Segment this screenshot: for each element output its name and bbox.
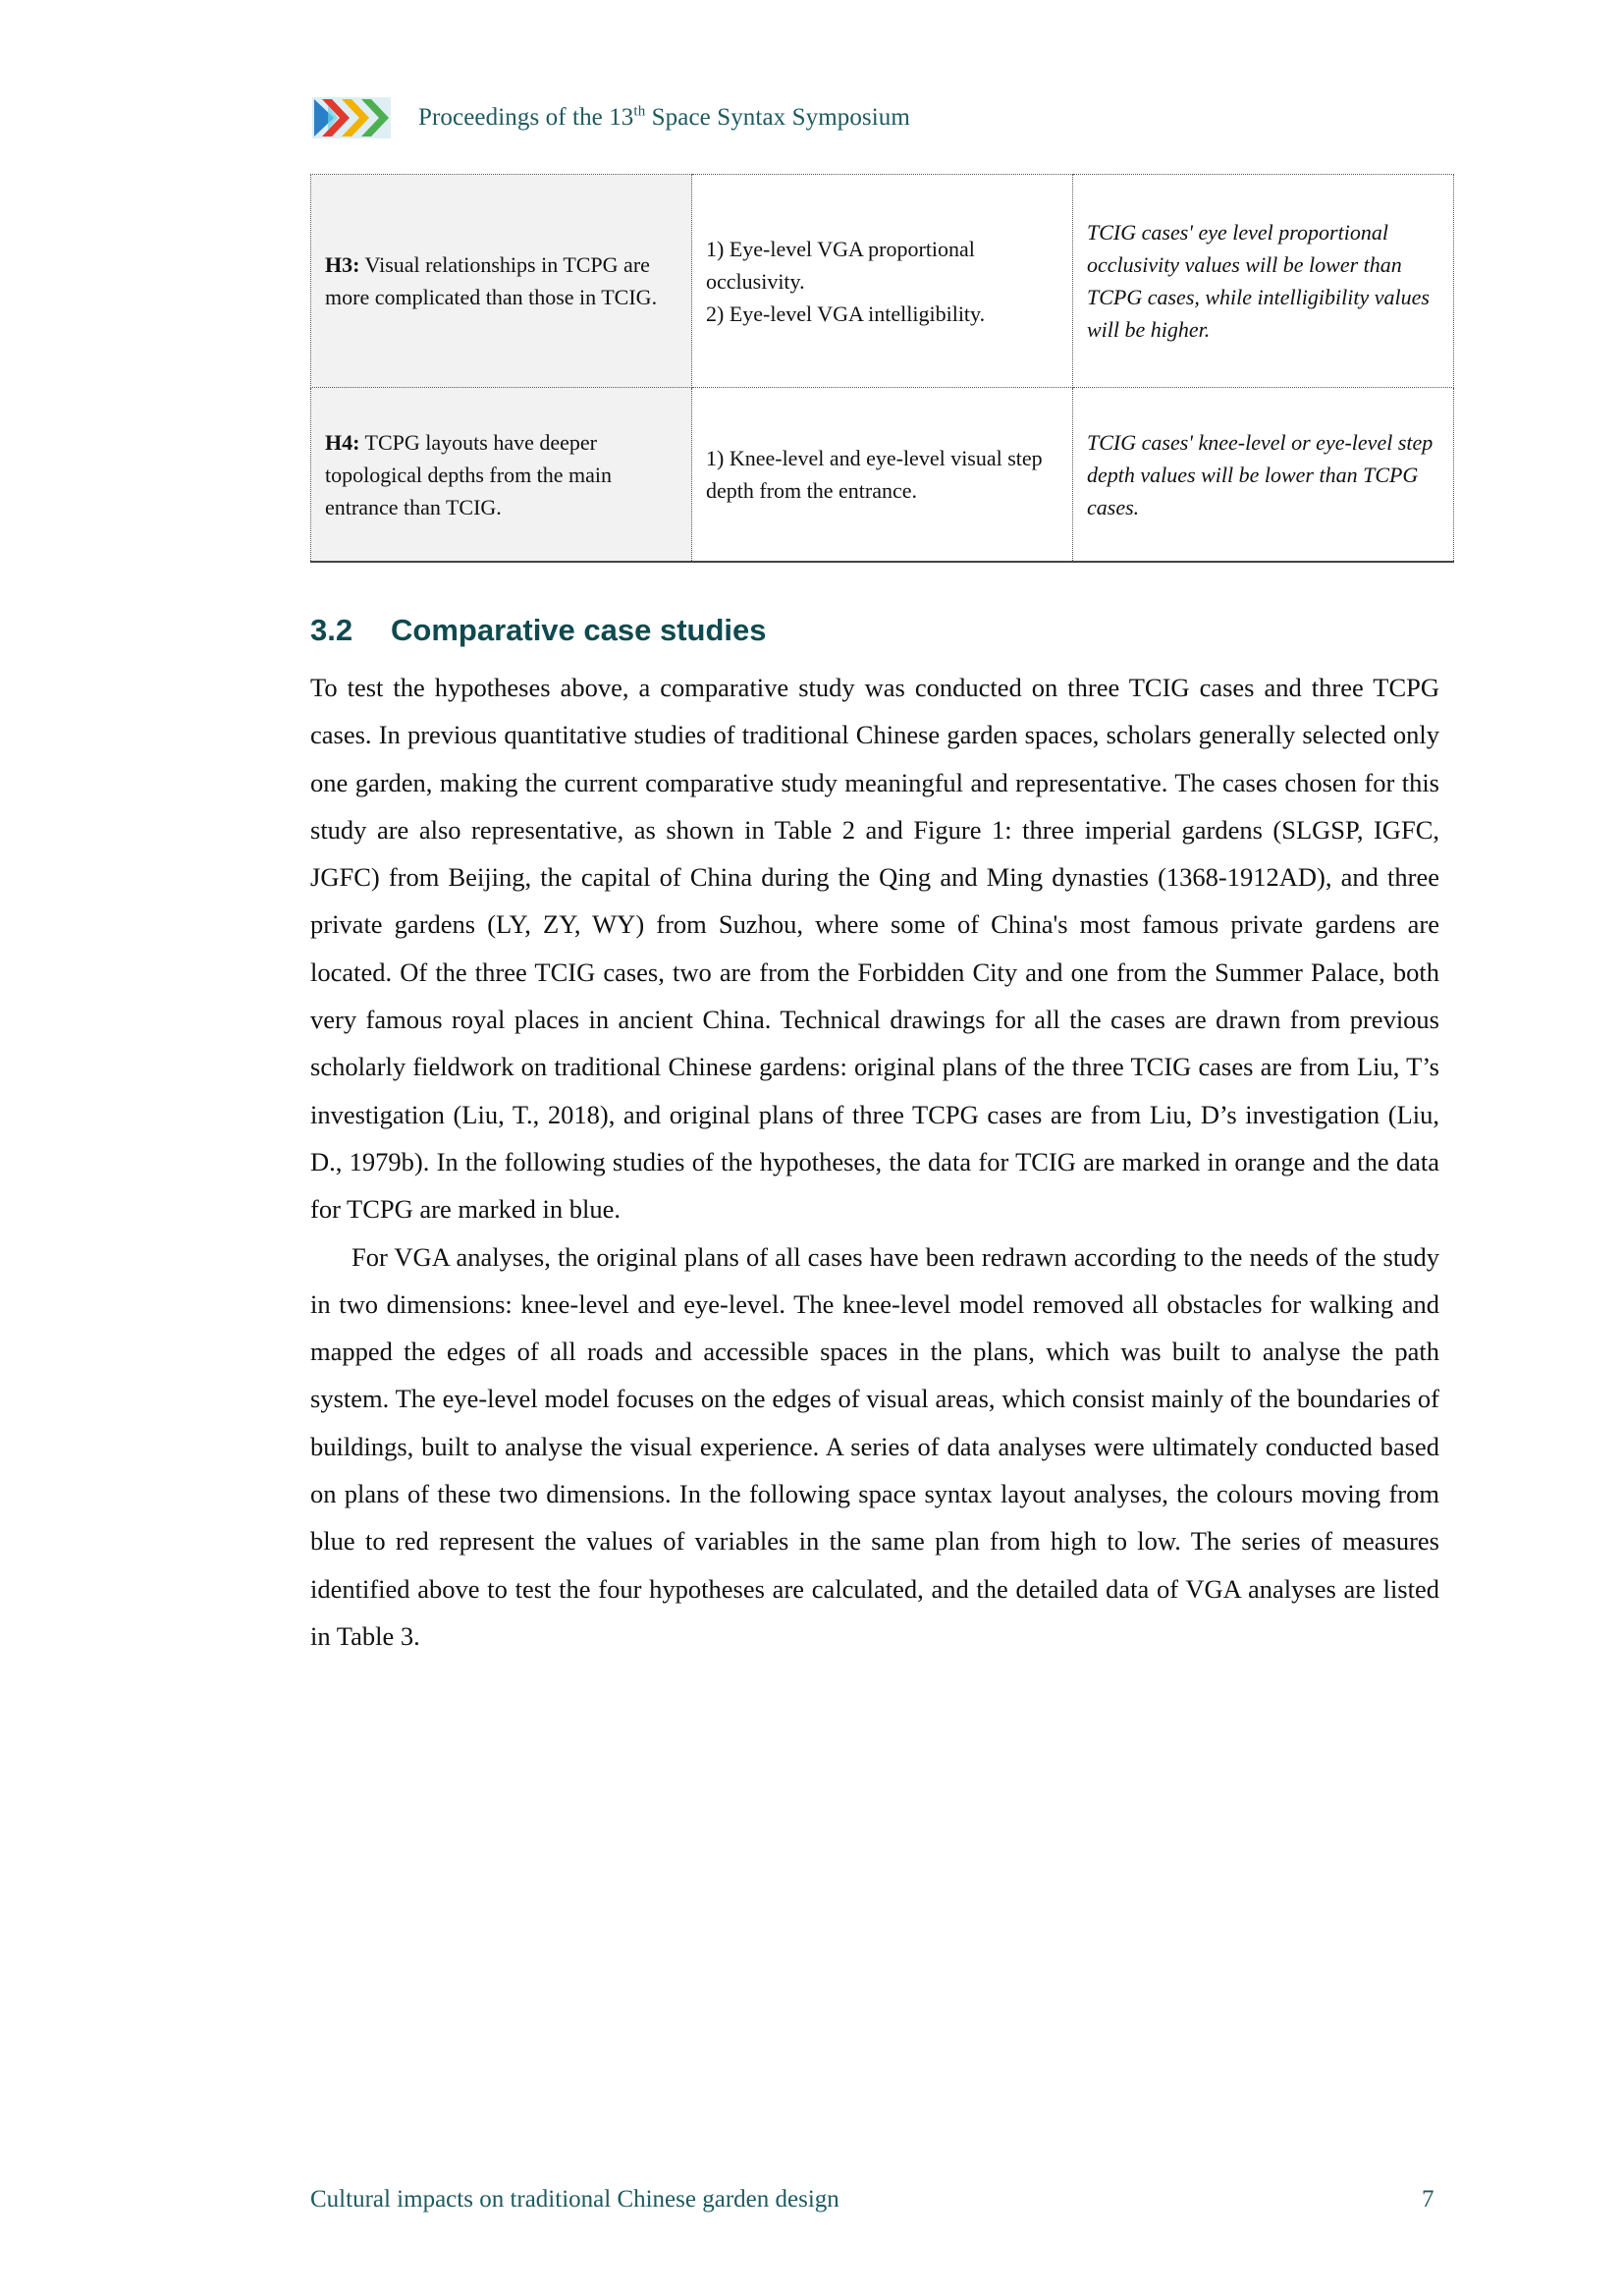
section-heading [310, 613, 767, 648]
measure-item: 2) Eye-level VGA intelligibility. [706, 301, 986, 326]
proceedings-title: Proceedings of the 13th Space Syntax Symposium [418, 103, 910, 131]
page-number: 7 [1422, 2186, 1434, 2213]
page-header [312, 94, 910, 141]
section-title: Comparative case studies [391, 613, 767, 647]
measures-cell [692, 175, 1073, 388]
symposium-logo-icon [312, 95, 391, 140]
measure-item: 1) Knee-level and eye-level visual step depth from the entrance. [706, 446, 1043, 503]
hypothesis-label: H3: [325, 252, 360, 277]
hypothesis-cell [311, 388, 692, 563]
section-number: 3.2 [310, 613, 353, 647]
hypothesis-text: Visual relationships in TCPG are more complicated than those in TCIG. [325, 252, 658, 309]
table-row [311, 175, 1454, 388]
hypothesis-cell [311, 175, 692, 388]
hypothesis-label: H4: [325, 429, 360, 455]
running-footer-title: Cultural impacts on traditional Chinese garden design [310, 2186, 839, 2213]
paragraph: For VGA analyses, the original plans of all cases have been redrawn according to the needs of the study in two dimensions: knee-level and eye-level. The knee-level model removed all obstacles for walking and mapped the edges of all roads and accessible spaces in the plans, which was built to analyse the path system. The eye-level model focuses on the edges of visual areas, which consist mainly of the boundaries of buildings, built to analyse the visual experience. A series of data analyses were ultimately conducted based on plans of these two dimensions. In the following space syntax layout analyses, the colours moving from blue to red represent the values of variables in the same plan from high to low. The series of measures identified above to test the four hypotheses are calculated, and the detailed data of VGA analyses are listed in Table 3. [310, 1241, 1439, 1651]
hypothesis-text: TCPG layouts have deeper topological depths from the main entrance than TCIG. [325, 429, 613, 519]
prediction-cell: TCIG cases' eye level proportional occlusivity values will be lower than TCPG cases, while intelligibility values will be higher. [1073, 175, 1454, 388]
hypotheses-table [310, 174, 1454, 563]
prediction-cell: TCIG cases' knee-level or eye-level step depth values will be lower than TCPG cases. [1073, 388, 1454, 563]
paragraph: To test the hypotheses above, a comparative study was conducted on three TCIG cases and three TCPG cases. In previous quantitative studies of traditional Chinese garden spaces, scholars generally selected only one garden, making the current comparative study meaningful and representative. The cases chosen for this study are also representative, as shown in Table 2 and Figure 1: three imperial gardens (SLGSP, IGFC, JGFC) from Beijing, the capital of China during the Qing and Ming dynasties (1368-1912AD), and three private gardens (LY, ZY, WY) from Suzhou, where some of China's most famous private gardens are located. Of the three TCIG cases, two are from the Forbidden City and one from the Summer Palace, both very famous royal places in ancient China. Technical drawings for all the cases are drawn from previous scholarly fieldwork on traditional Chinese gardens: original plans of the three TCIG cases are from Liu, T’s investigation (Liu, T., 2018), and original plans of three TCPG cases are from Liu, D’s investigation (Liu, D., 1979b). In the following studies of the hypotheses, the data for TCIG are marked in orange and the data for TCPG are marked in blue. [310, 673, 1439, 1225]
body-text [310, 664, 1439, 1660]
table-row [311, 388, 1454, 563]
measure-item: 1) Eye-level VGA proportional occlusivity. [706, 236, 975, 294]
measures-cell [692, 388, 1073, 563]
